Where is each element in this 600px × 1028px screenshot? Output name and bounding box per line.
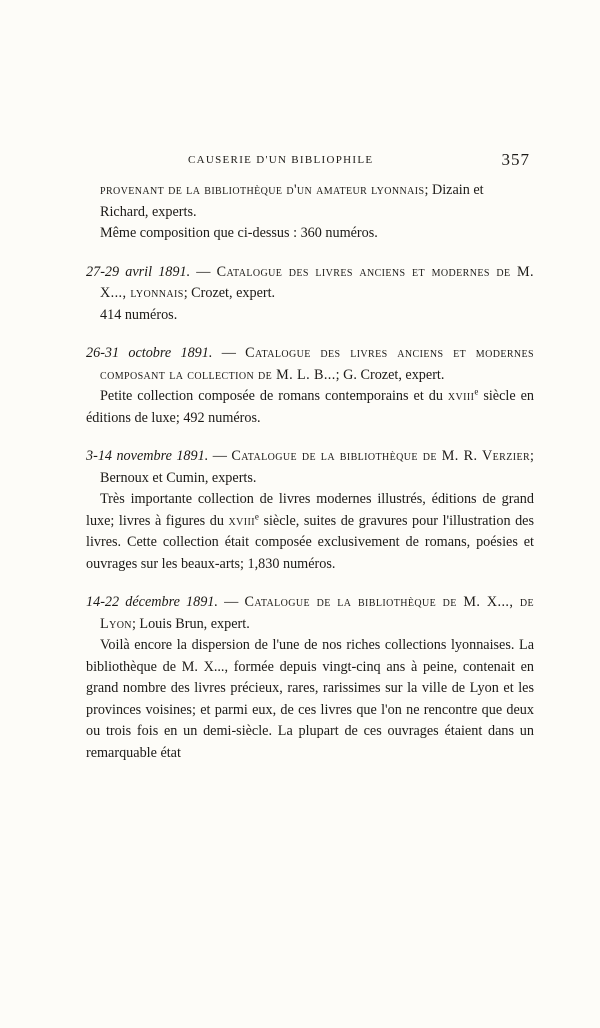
catalogue-entry — [86, 446, 534, 489]
catalogue-entry — [86, 343, 534, 386]
sale-date: 26-31 octobre 1891. — [86, 345, 213, 361]
entry-note: 414 numéros. — [100, 306, 178, 323]
sale-date: 14-22 décembre 1891. — [86, 594, 218, 610]
catalogue-title: Catalogue des livres anciens et modernes de M. X..., lyonnais — [100, 263, 535, 301]
catalogue-experts: ; Louis Brun, expert. — [131, 615, 250, 632]
catalogue-experts: ; Dizain et Richard, experts. — [100, 182, 484, 220]
entry-note: Petite collection composée de romans contemporains et du xviii$^e$ siècle en éditions de luxe; 492 numéros. — [86, 386, 535, 426]
dash: — — [208, 448, 232, 464]
dash: — — [212, 345, 246, 361]
dash: — — [217, 594, 245, 610]
sale-date: 3-14 novembre 1891. — [86, 448, 209, 464]
running-title: CAUSERIE D'UN BIBLIOPHILE — [188, 154, 374, 166]
century-numeral: xviii — [228, 512, 255, 529]
catalogue-title: Catalogue de la bibliothèque de M. R. Verzier — [231, 448, 531, 464]
entry-note: Même composition que ci-dessus : 360 numéros. — [100, 225, 378, 241]
entry-note: Très importante collection de livres modernes illustrés, éditions de grand luxe; livres à figures du xviii$^e$ siècle, suites de gravures pour l'illustration des livres. Cette collection était composée exclusivement de romans, poésies et ouvrages sur les beaux-arts; 1,830 numéros. — [86, 491, 534, 572]
running-head — [86, 150, 534, 180]
catalogue-experts: ; Crozet, expert. — [183, 285, 276, 301]
superscript: e — [474, 386, 479, 397]
century-numeral: xviii — [447, 388, 475, 404]
catalogue-title: Catalogue de la bibliothèque de M. X..., de Lyon — [100, 594, 534, 632]
catalogue-title: Catalogue des livres anciens et modernes composant la collection de M. L. B... — [100, 345, 534, 383]
book-page — [86, 150, 534, 764]
sale-date: 27-29 avril 1891. — [86, 263, 191, 280]
catalogue-experts: ; Bernoux et Cumin, experts. — [100, 448, 534, 486]
page-number: 357 — [501, 150, 530, 169]
dash: — — [190, 263, 217, 280]
superscript: e — [254, 510, 259, 521]
entry-continuation — [86, 180, 534, 223]
catalogue-title: provenant de la bibliothèque d'un amateur lyonnais — [100, 182, 425, 198]
catalogue-experts: ; G. Crozet, expert. — [335, 366, 445, 383]
catalogue-entry — [86, 592, 534, 635]
entry-note: Voilà encore la dispersion de l'une de nos riches collections lyonnaises. La bibliothèque de M. X..., formée depuis vingt-cinq ans à peine, contenait en grand nombre des livres précieux, rares, rarissimes sur la ville de Lyon et les provinces voisines; et parmi eux, de ces livres que l'on ne rencontre que deux ou trois fois en un demi-siècle. La plupart de ces ouvrages étaient dans un remarquable état — [86, 637, 534, 761]
catalogue-entry — [86, 262, 534, 305]
